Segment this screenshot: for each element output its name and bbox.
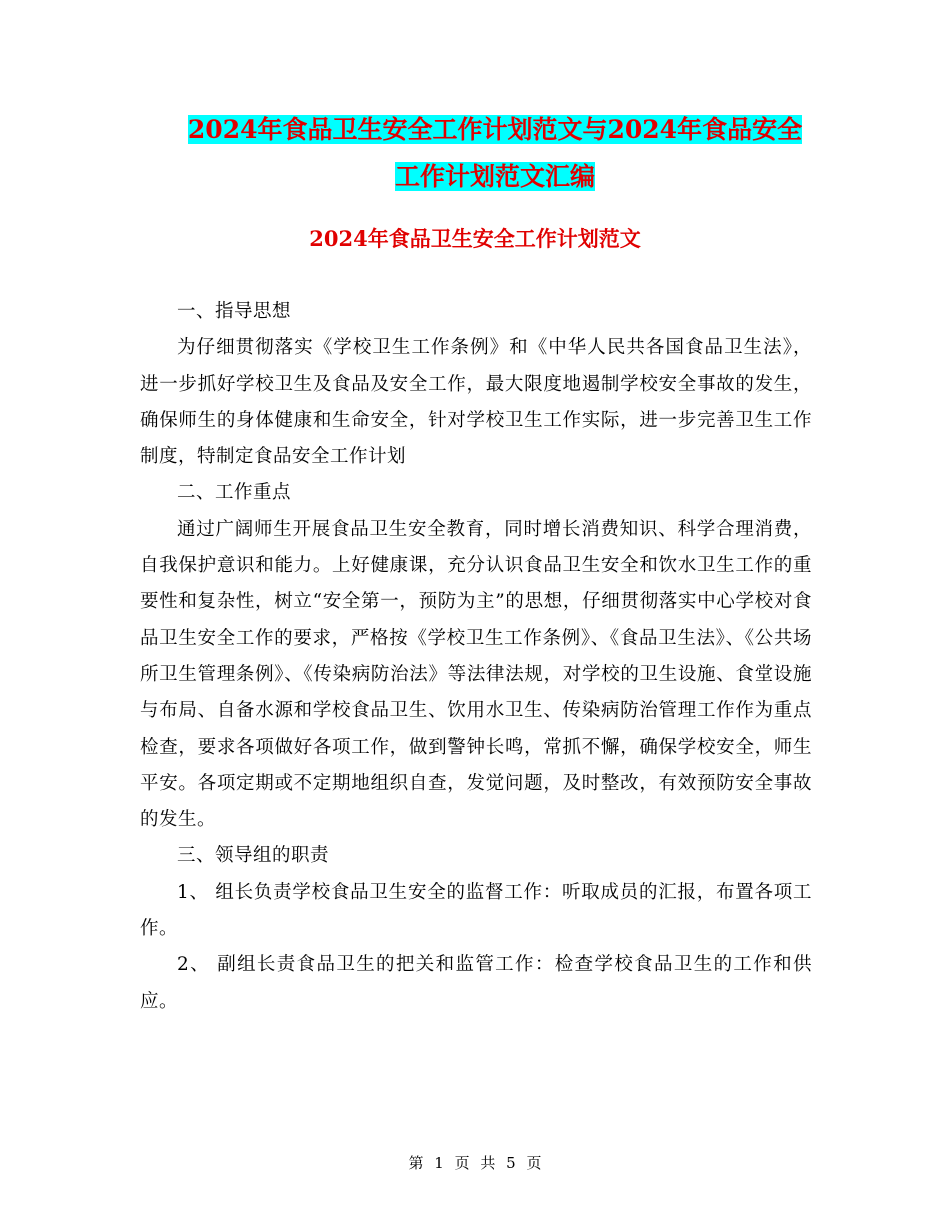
document-title xyxy=(140,106,850,200)
document-body xyxy=(140,294,812,1020)
paragraph-duty-1: 1、 组长负责学校食品卫生安全的监督工作：听取成员的汇报，布置各项工作。 xyxy=(140,881,812,940)
section-subtitle: 2024年食品卫生安全工作计划范文 xyxy=(309,226,641,251)
title-line-2: 工作计划范文汇编 xyxy=(394,162,595,191)
paragraph-guiding-ideology: 为仔细贯彻落实《学校卫生工作条例》和《中华人民共各国食品卫生法》，进一步抓好学校卫生及食品及安全工作，最大限度地遏制学校安全事故的发生，确保师生的身体健康和生命安全，针对学校卫生工作实际，进一步完善卫生工作制度，特制定食品安全工作计划 xyxy=(140,337,812,468)
heading-guiding-ideology: 一、指导思想 xyxy=(177,301,292,322)
paragraph-work-focus: 通过广阔师生开展食品卫生安全教育，同时增长消费知识、科学合理消费，自我保护意识和能力。上好健康课，充分认识食品卫生安全和饮水卫生工作的重要性和复杂性，树立“安全第一，预防为主”的思想，仔细贯彻落实中心学校对食品卫生安全工作的要求，严格按《学校卫生工作条例》、《食品卫生法》、《公共场所卫生管理条例》、《传染病防治法》等法律法规，对学校的卫生设施、食堂设施与布局、自备水源和学校食品卫生、饮用水卫生、传染病防治管理工作作为重点检查，要求各项做好各项工作，做到警钟长鸣，常抓不懈，确保学校安全，师生平安。各项定期或不定期地组织自查，发觉问题，及时整改，有效预防安全事故的发生。 xyxy=(140,518,812,831)
heading-work-focus: 二、工作重点 xyxy=(177,482,292,504)
page-number: 第 1 页 共 5 页 xyxy=(408,1154,542,1172)
paragraph-duty-2: 2、 副组长责食品卫生的把关和监管工作：检查学校食品卫生的工作和供应。 xyxy=(140,954,812,1012)
title-line-1: 2024年食品卫生安全工作计划范文与2024年食品安全 xyxy=(187,115,803,144)
heading-leadership-duties: 三、领导组的职责 xyxy=(177,845,330,867)
